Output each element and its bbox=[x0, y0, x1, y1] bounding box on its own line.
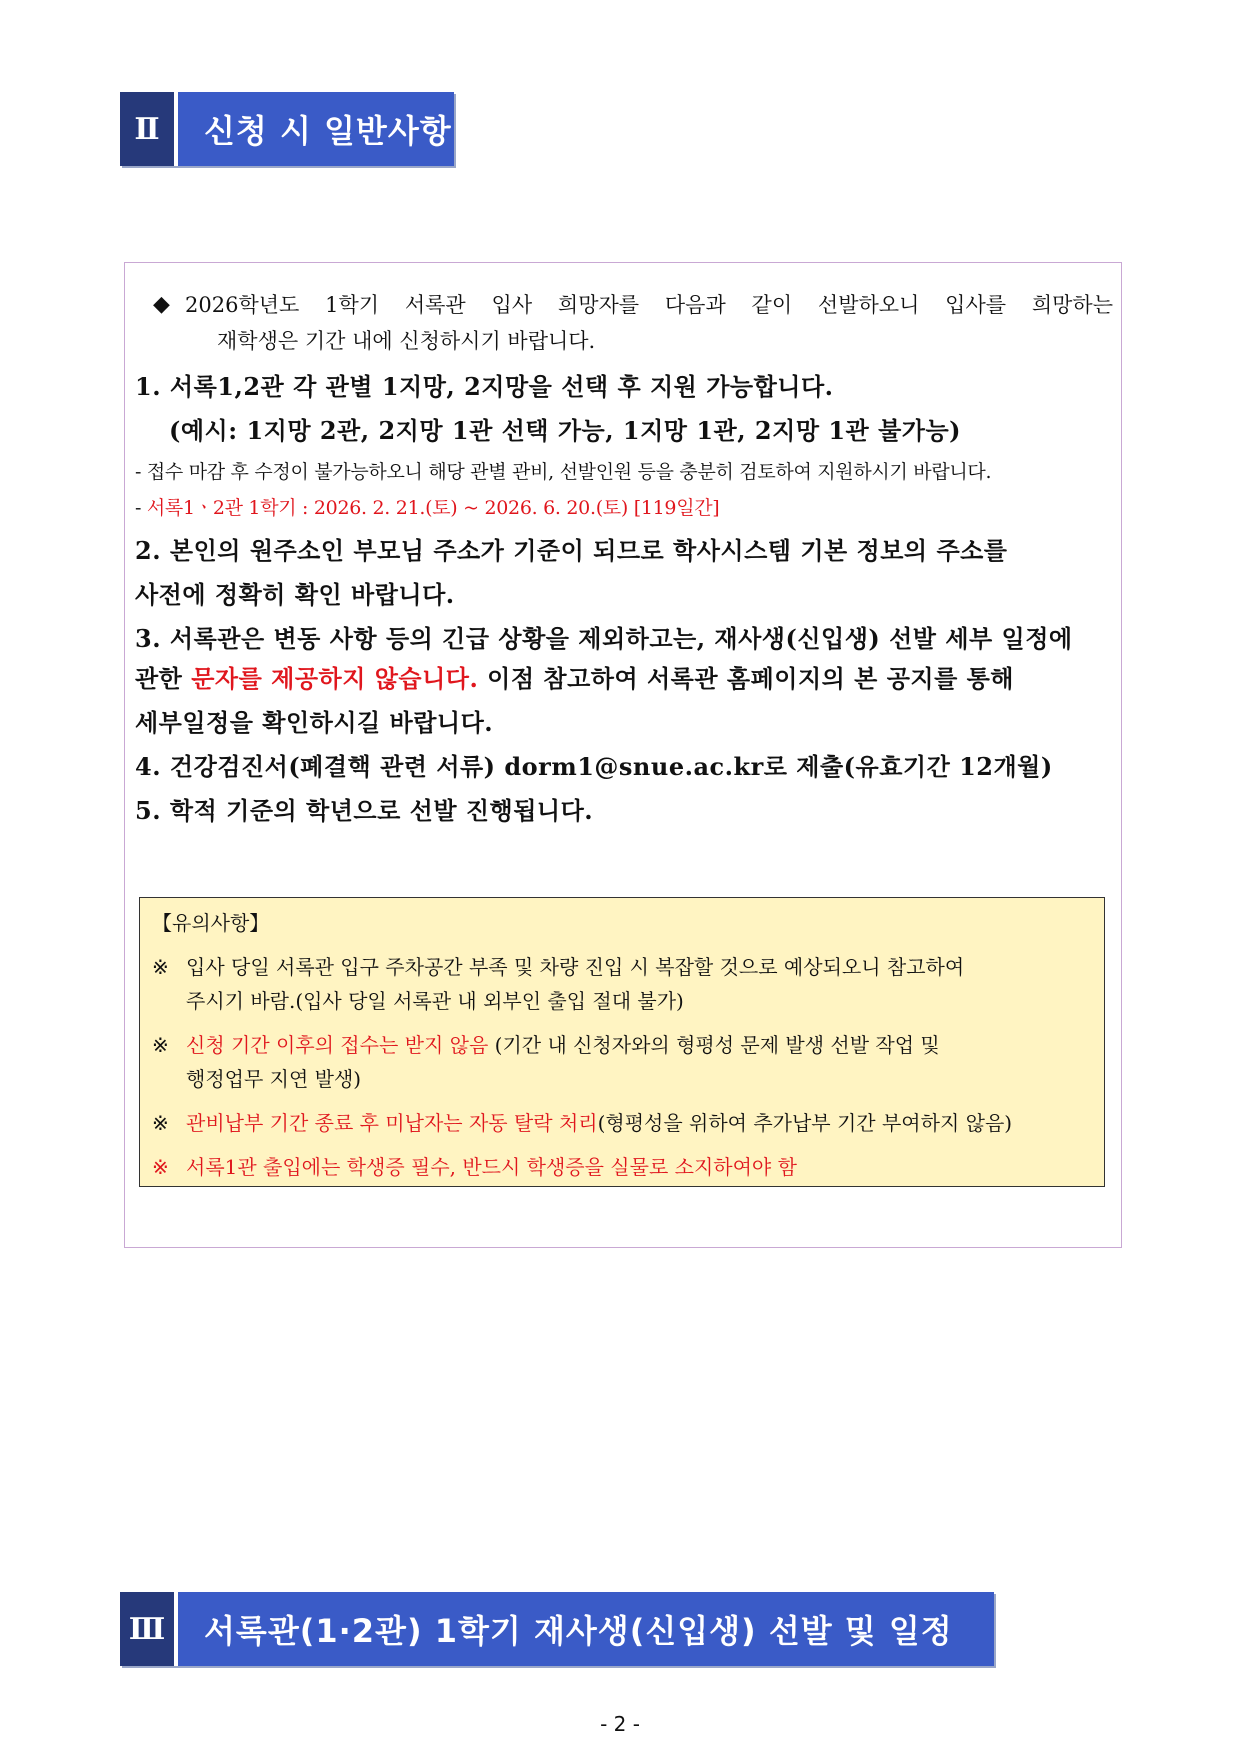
notice-item-1: ※ 입사 당일 서록관 입구 주차공간 부족 및 차량 진입 시 복잡할 것으로 예상되오니 참고하여 주시기 바람.(입사 당일 서록관 내 외부인 출입 절대 불가) bbox=[152, 950, 1092, 1018]
item-1-example: (예시: 1지망 2관, 2지망 1관 선택 가능, 1지망 1관, 2지망 1관 불가능) bbox=[169, 416, 962, 445]
section-2-header bbox=[120, 92, 454, 166]
diamond-bullet-icon: ◆ bbox=[153, 292, 170, 317]
item-2-cont: 사전에 정확히 확인 바랍니다. bbox=[135, 580, 455, 609]
item-3-cont: 관한 문자를 제공하지 않습니다. 이점 참고하여 서록관 홈페이지의 본 공지를 통해 bbox=[135, 664, 1014, 693]
item-3-cont-2: 세부일정을 확인하시길 바랍니다. bbox=[135, 708, 494, 737]
section-title: 서록관(1·2관) 1학기 재사생(신입생) 선발 및 일정 bbox=[178, 1592, 994, 1666]
item-3: 3. 서록관은 변동 사항 등의 긴급 상황을 제외하고는, 재사생(신입생) 선발 세부 일정에 bbox=[135, 624, 1073, 653]
notice-item-4: ※ 서록1관 출입에는 학생증 필수, 반드시 학생증을 실물로 소지하여야 함 bbox=[152, 1150, 1092, 1184]
notice-item-2: ※ 신청 기간 이후의 접수는 받지 않음 (기간 내 신청자와의 형평성 문제 발생 선발 작업 및 행정업무 지연 발생) bbox=[152, 1028, 1092, 1096]
intro-line-2: 재학생은 기간 내에 신청하시기 바랍니다. bbox=[217, 329, 596, 353]
intro-paragraph bbox=[153, 287, 1113, 359]
item-1: 1. 서록1,2관 각 관별 1지망, 2지망을 선택 후 지원 가능합니다. bbox=[135, 372, 834, 401]
notice-title: 【유의사항】 bbox=[152, 911, 270, 935]
section-3-header bbox=[120, 1592, 994, 1666]
general-info-box bbox=[124, 262, 1122, 1248]
reference-mark-icon: ※ bbox=[152, 1111, 169, 1135]
section-number: Ⅱ bbox=[120, 92, 178, 166]
item-4: 4. 건강검진서(폐결핵 관련 서류) dorm1@snue.ac.kr로 제출(유효기간 12개월) bbox=[135, 752, 1053, 781]
reference-mark-icon: ※ bbox=[152, 1033, 169, 1057]
item-1-period: - 서록1ㆍ2관 1학기 : 2026. 2. 21.(토) ~ 2026. 6. 20.(토) [119일간] bbox=[135, 497, 720, 519]
section-title: 신청 시 일반사항 bbox=[178, 92, 454, 166]
period-text: 서록1ㆍ2관 1학기 : 2026. 2. 21.(토) ~ 2026. 6. 20.(토) [119일간] bbox=[146, 497, 720, 519]
sms-warning: 문자를 제공하지 않습니다. bbox=[191, 664, 479, 693]
item-list bbox=[135, 367, 1115, 831]
item-1-note: - 접수 마감 후 수정이 불가능하오니 해당 관별 관비, 선발인원 등을 충분히 검토하여 지원하시기 바랍니다. bbox=[135, 461, 992, 483]
reference-mark-icon: ※ bbox=[152, 1155, 169, 1179]
notice-item-3: ※ 관비납부 기간 종료 후 미납자는 자동 탈락 처리(형평성을 위하여 추가납부 기간 부여하지 않음) bbox=[152, 1106, 1092, 1140]
page-number: - 2 - bbox=[600, 1712, 640, 1736]
notice-box bbox=[139, 897, 1105, 1187]
section-number: Ⅲ bbox=[120, 1592, 178, 1666]
intro-line-1: 2026학년도 1학기 서록관 입사 희망자를 다음과 같이 선발하오니 입사를 희망하는 bbox=[185, 293, 1113, 317]
item-2: 2. 본인의 원주소인 부모님 주소가 기준이 되므로 학사시스템 기본 정보의 주소를 bbox=[135, 536, 1008, 565]
item-5: 5. 학적 기준의 학년으로 선발 진행됩니다. bbox=[135, 796, 594, 825]
reference-mark-icon: ※ bbox=[152, 955, 169, 979]
